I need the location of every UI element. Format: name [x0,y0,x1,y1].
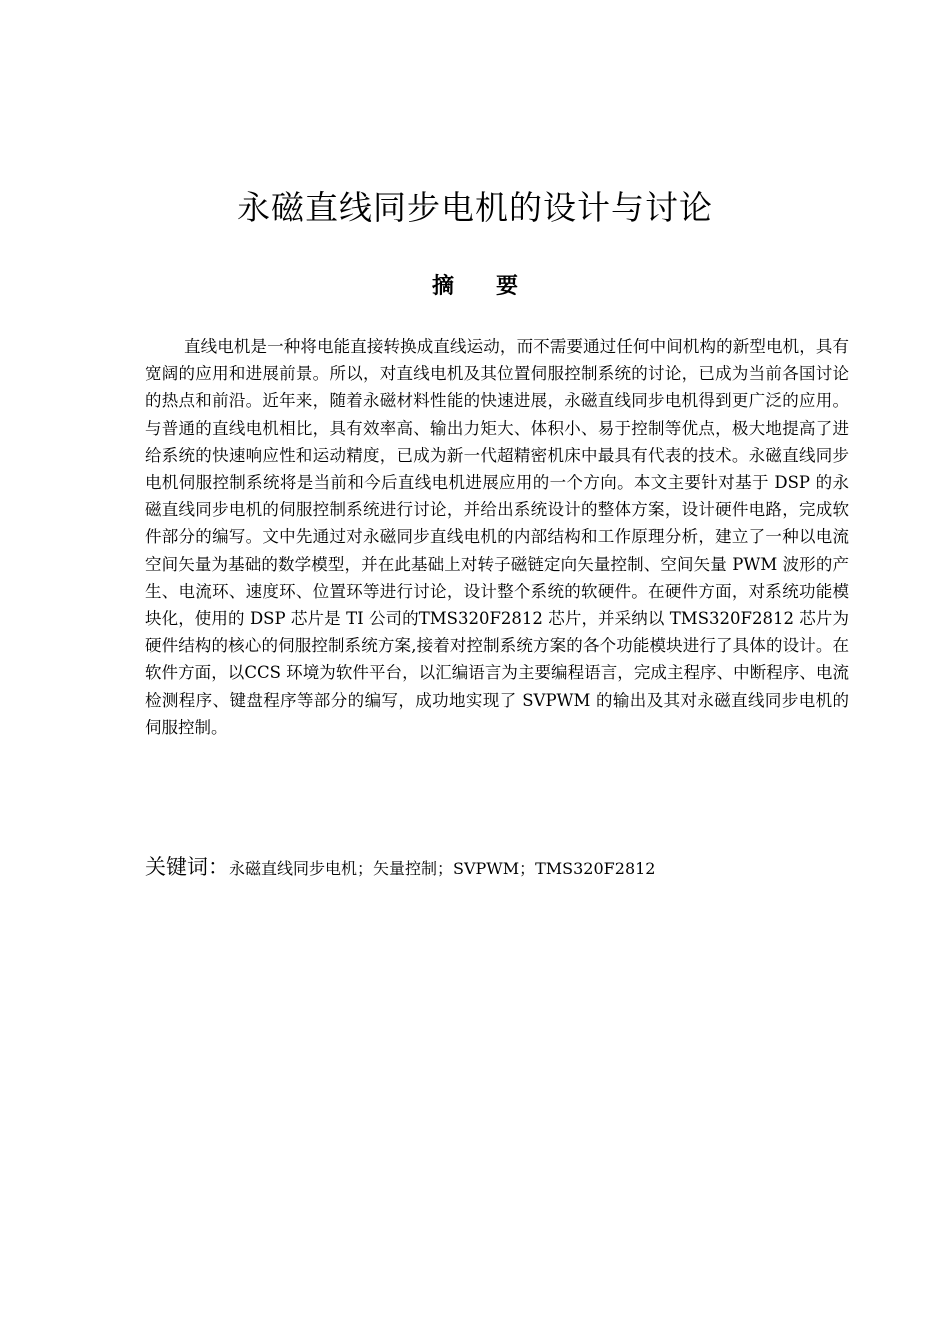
document-title: 永磁直线同步电机的设计与讨论 [237,188,713,227]
keywords-label: 关键词： [145,855,229,879]
abstract-heading [0,272,950,302]
keywords-values: 永磁直线同步电机；矢量控制；SVPWM；TMS320F2812 [229,859,656,878]
abstract-paragraph: 直线电机是一种将电能直接转换成直线运动，而不需要通过任何中间机构的新型电机，具有宽阔的应用和进展前景。所以，对直线电机及其位置伺服控制系统的讨论，已成为当前各国讨论的热点和前沿。近年来，随着永磁材料性能的快速进展，永磁直线同步电机得到更广泛的应用。与普通的直线电机相比，具有效率高、输出力矩大、体积小、易于控制等优点，极大地提高了进给系统的快速响应性和运动精度，已成为新一代超精密机床中最具有代表的技术。永磁直线同步电机伺服控制系统将是当前和今后直线电机进展应用的一个方向。本文主要针对基于 DSP 的永磁直线同步电机的伺服控制系统进行讨论，并给出系统设计的整体方案，设计硬件电路，完成软件部分的编写。文中先通过对永磁同步直线电机的内部结构和工作原理分析，建立了一种以电流空间矢量为基础的数学模型，并在此基础上对转子磁链定向矢量控制、空间矢量 PWM 波形的产生、电流环、速度环、位置环等进行讨论，设计整个系统的软硬件。在硬件方面，对系统功能模块化，使用的 DSP 芯片是 TI 公司的TMS320F2812 芯片，并采纳以 TMS320F2812 芯片为硬件结构的核心的伺服控制系统方案,接着对控制系统方案的各个功能模块进行了具体的设计。在软件方面，以CCS 环境为软件平台，以汇编语言为主要编程语言，完成主程序、中断程序、电流检测程序、键盘程序等部分的编写，成功地实现了 SVPWM 的输出及其对永磁直线同步电机的伺服控制。 [145,337,849,737]
abstract-heading-char-1: 摘 [431,274,454,299]
abstract-heading-char-2: 要 [496,274,519,299]
keywords-line [145,852,849,884]
